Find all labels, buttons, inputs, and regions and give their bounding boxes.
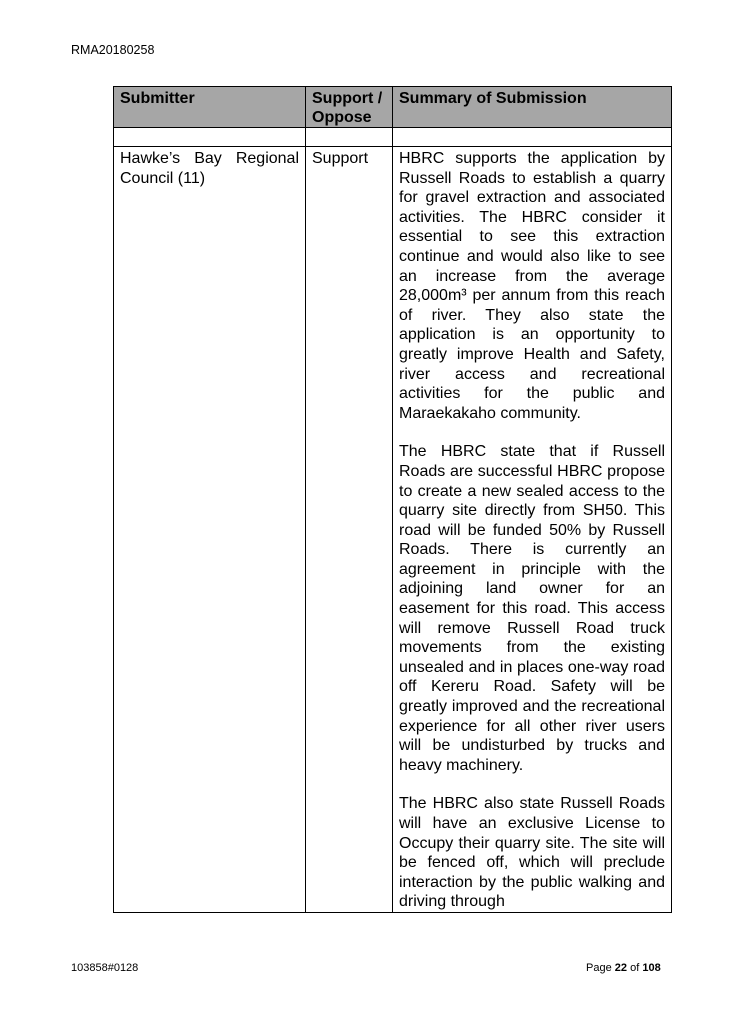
page-prefix: Page — [586, 962, 612, 974]
submitter-name: Hawke’s Bay Regional Council (11) — [120, 150, 299, 187]
document-reference: RMA20180258 — [71, 43, 155, 57]
summary-cell — [393, 147, 672, 913]
table-row — [114, 147, 672, 913]
table-header-row — [114, 87, 672, 128]
page-of: of — [630, 962, 640, 974]
column-header-submitter: Submitter — [114, 87, 306, 128]
summary-paragraph: The HBRC also state Russell Roads will have an exclusive License to Occupy their quarry site. The site will be fenced off, which will preclude interaction by the public walking and driving through — [399, 795, 665, 911]
summary-paragraph: HBRC supports the application by Russell Roads to establish a quarry for gravel extraction and associated activities. The HBRC consider it essential to see this extraction continue and would also like to see an increase from the average 28,000m³ per annum from this reach of river. They also state the application is an opportunity to greatly improve Health and Safety, river access and recreational activities for the public and Maraekakaho community. — [399, 150, 665, 422]
document-id: 103858#0128 — [71, 962, 139, 974]
position-cell — [306, 147, 393, 913]
position-value: Support — [312, 150, 369, 167]
page-current: 22 — [614, 962, 628, 974]
summary-paragraph: The HBRC state that if Russell Roads are successful HBRC propose to create a new sealed access to the quarry site directly from SH50. This road will be funded 50% by Russell Roads. There is currently an agreement in principle with the adjoining land owner for an easement for this road. This access will remove Russell Road truck movements from the existing unsealed and in places one-way road off Kereru Road. Safety will be greatly improved and the recreational experience for all other river users will be undisturbed by trucks and heavy machinery. — [399, 443, 665, 774]
page-total: 108 — [642, 962, 661, 974]
submitter-cell — [114, 147, 306, 913]
empty-spacer-row — [114, 128, 672, 147]
column-header-summary: Summary of Submission — [393, 87, 672, 128]
page-number — [586, 962, 661, 974]
submissions-table — [113, 86, 672, 913]
column-header-support-oppose: Support / Oppose — [306, 87, 393, 128]
